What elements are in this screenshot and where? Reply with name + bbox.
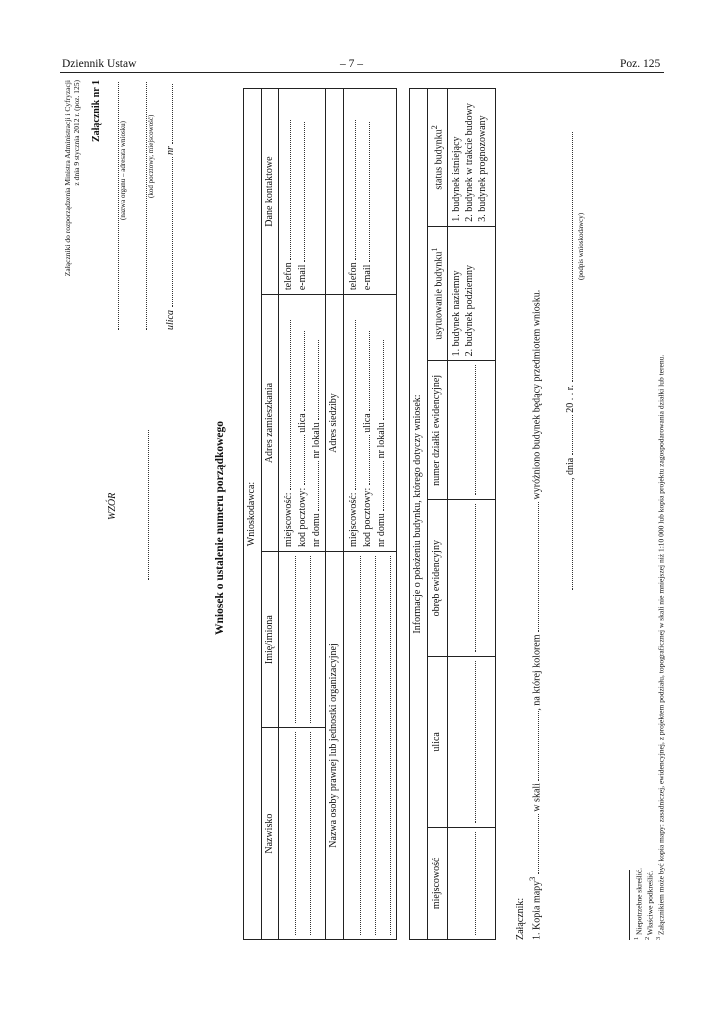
usytuowanie-label: usytuowanie budynku xyxy=(432,251,444,340)
miejscowosc-label: miejscowość: xyxy=(283,492,294,547)
seat-nr-lokalu-label: nr lokalu xyxy=(375,422,387,459)
seat-miejscowosc-label: miejscowość: xyxy=(347,492,359,547)
year-label: 20 xyxy=(565,402,576,413)
usyt-option-2[interactable]: 2. budynek podziemny xyxy=(464,264,476,357)
attachment-line: 1. Kopia mapy$^3$ w skali , na której kolorem wyróżniono budynek będący przedmiotem wniosku. xyxy=(528,289,543,940)
wzor-label: WZÓR xyxy=(107,492,118,520)
telefon-label: telefon xyxy=(283,262,294,291)
footnote-1: Niepotrzebne skreślić. xyxy=(634,867,644,935)
annex-line-1: Załączniki do rozporządzenia Ministra Administracji i Cyfryzacji xyxy=(63,80,72,277)
seat-telefon-label: telefon xyxy=(347,262,359,291)
usyt-option-1[interactable]: 1. budynek naziemny xyxy=(451,270,463,357)
ulica-label: ulica xyxy=(297,413,308,433)
signature-caption: (podpis wnioskodawcy) xyxy=(577,212,585,280)
seat-ulica-label: ulica xyxy=(361,413,373,433)
imiona-field[interactable] xyxy=(279,551,326,727)
email-label: e-mail xyxy=(297,264,308,291)
attachment-item: 1. Kopia mapy xyxy=(531,880,543,940)
col-dane-kontaktowe: Dane kontaktowe xyxy=(261,89,279,295)
signature-line[interactable]: , dnia 20 . . r. xyxy=(563,133,578,591)
col-usytuowanie: usytuowanie budynku$^1$ xyxy=(427,226,448,361)
kod-label: kod pocztowy: xyxy=(297,487,308,547)
status-option-2[interactable]: 2. budynek w trakcie budowy xyxy=(464,103,476,222)
wyrozniono-label: wyróżniono budynek będący przedmiotem wniosku. xyxy=(531,289,543,500)
addressee-street-line xyxy=(163,84,178,330)
na-ktorej-label: , na której kolorem xyxy=(531,634,543,711)
footnote-2: Właściwe podkreślić. xyxy=(645,870,655,936)
building-table xyxy=(409,88,496,940)
building-obreb-field[interactable] xyxy=(448,500,496,657)
org-name-heading: Nazwa osoby prawnej lub jednostki organizacyjnej xyxy=(326,551,344,939)
applicant-table xyxy=(243,88,397,940)
rotated-form-page xyxy=(57,70,669,940)
col-imiona: Imię/imiona xyxy=(261,551,279,727)
addressee-ulica-label: ulica xyxy=(165,310,176,330)
nazwisko-field[interactable] xyxy=(279,728,326,940)
form-title: Wniosek o ustalenie numeru porządkowego xyxy=(214,420,226,635)
seat-nr-domu-label: nr domu xyxy=(375,513,387,547)
building-ulica-field[interactable] xyxy=(448,657,496,828)
w-skali-label: w skali xyxy=(531,783,543,812)
seat-email-label: e-mail xyxy=(361,264,373,291)
col-ulica: ulica xyxy=(427,657,448,828)
annex-reference xyxy=(63,80,82,370)
dnia-label: , dnia xyxy=(565,457,576,480)
building-dzialka-field[interactable] xyxy=(448,361,496,500)
footnotes: $^1$ Niepotrzebne skreślić. $^2$ Właściwe podkreślić. $^3$ Załącznikiem może być kopia mapy: zasadniczej, ewidencyjnej, z projektem podziału, topograficznej w skali nie mniejszej niż 1:10 000 lub kopia projektu zagospodarowania działki lub terenu. xyxy=(633,354,666,940)
building-miejscowosc-field[interactable] xyxy=(448,827,496,939)
applicant-heading: Wnioskodawca: xyxy=(244,89,262,940)
nr-domu-label: nr domu xyxy=(311,513,322,547)
annex-title: Załącznik nr 1 xyxy=(91,80,102,143)
attachment-heading: Załącznik: xyxy=(515,897,526,940)
status-option-3[interactable]: 3. budynek prognozowany xyxy=(477,115,489,222)
annex-line-2: z dnia 9 stycznia 2012 r. (poz. 125) xyxy=(72,80,82,186)
building-heading: Informacje o położeniu budynku, którego dotyczy wniosek: xyxy=(410,89,428,940)
contact-field[interactable] xyxy=(279,89,326,295)
status-label: status budynku xyxy=(432,129,444,190)
seat-contact-field[interactable] xyxy=(343,89,396,295)
org-name-field[interactable] xyxy=(343,551,396,939)
col-nazwisko: Nazwisko xyxy=(261,728,279,940)
addressee-organ-caption: (nazwa organu – adresata wniosku) xyxy=(119,120,127,220)
status-option-1[interactable]: 1. budynek istniejący xyxy=(451,136,463,222)
journal-name: Dziennik Ustaw xyxy=(62,58,137,70)
footnote-rule xyxy=(629,870,630,940)
page-number: – 7 – xyxy=(340,58,363,70)
usytuowanie-options[interactable] xyxy=(448,226,496,361)
seat-address-heading: Adres siedziby xyxy=(326,295,344,552)
applicant-top-line xyxy=(139,430,154,580)
col-status: status budynku$^2$ xyxy=(427,89,448,227)
seat-address-field[interactable] xyxy=(343,295,396,552)
addressee-postal-caption: (kod pocztowy, miejscowość) xyxy=(147,114,155,198)
col-obreb: obręb ewidencyjny xyxy=(427,500,448,657)
col-miejscowosc: miejscowość xyxy=(427,827,448,939)
nr-lokalu-label: nr lokalu xyxy=(311,422,322,459)
footnote-3: Załącznikiem może być kopia mapy: zasadniczej, ewidencyjnej, z projektem podziału, topograficznej w skali nie mniejszej niż 1:10 000 lub kopia projektu zagospodarowania działki lub terenu. xyxy=(656,354,666,935)
addressee-nr-label: nr xyxy=(165,146,176,155)
col-dzialka: numer działki ewidencyjnej xyxy=(427,361,448,500)
position-number: Poz. 125 xyxy=(620,58,661,70)
residence-address-field[interactable] xyxy=(279,295,326,552)
col-adres-zamieszkania: Adres zamieszkania xyxy=(261,295,279,552)
r-label: r. xyxy=(565,385,576,391)
seat-kod-label: kod pocztowy: xyxy=(361,487,373,547)
status-options[interactable] xyxy=(448,89,496,227)
